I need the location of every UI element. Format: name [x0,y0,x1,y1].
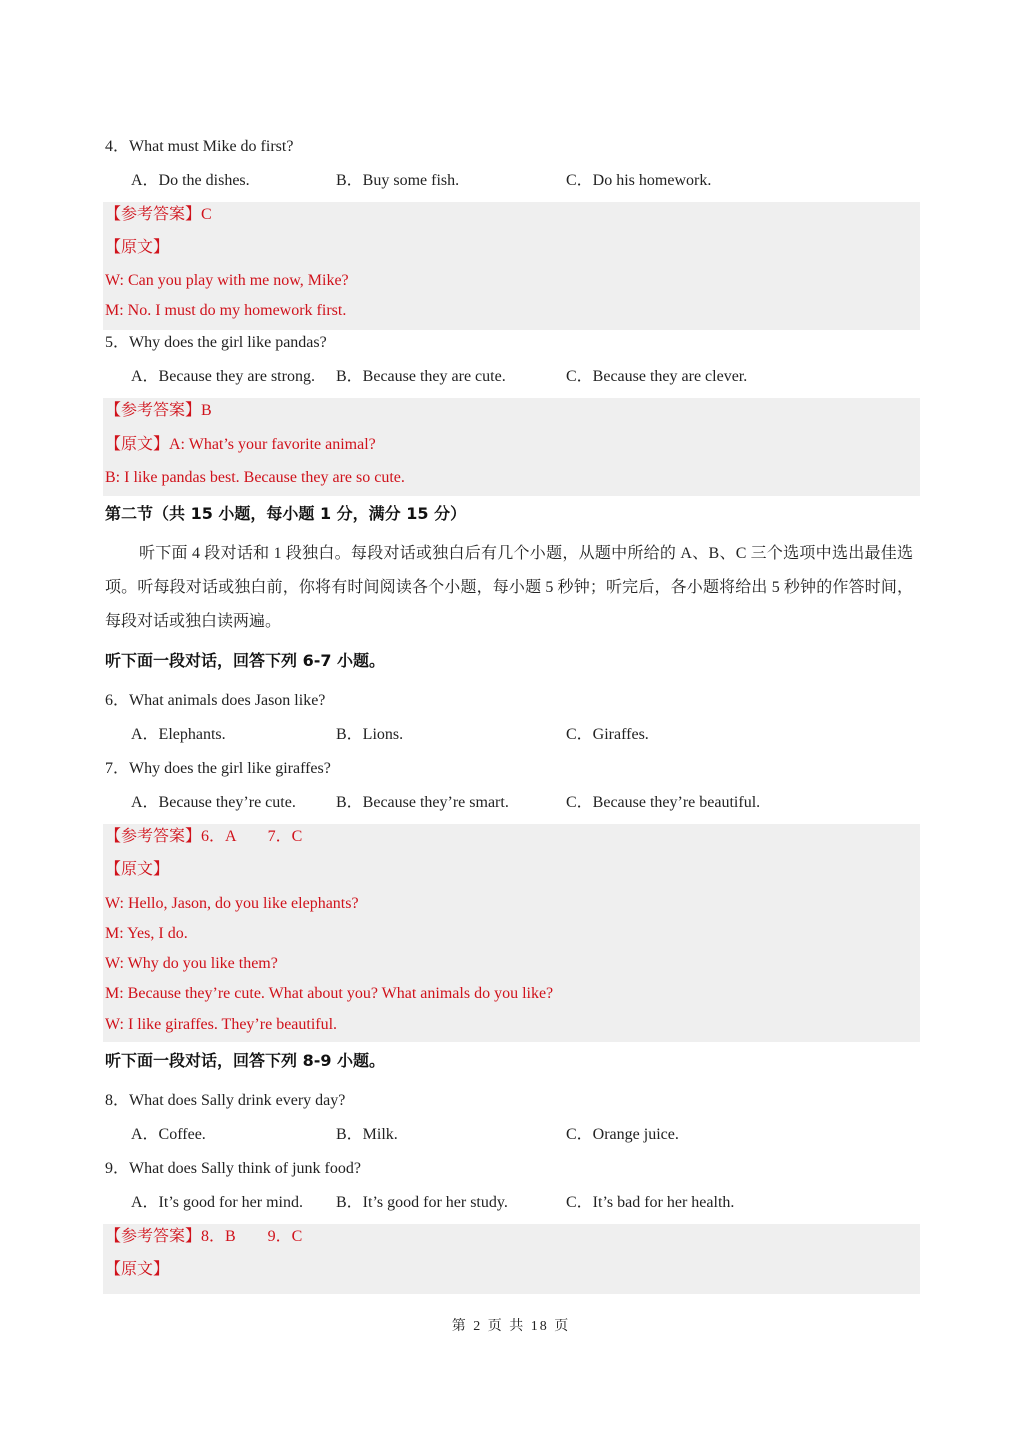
question-5-stem: 5．Why does the girl like pandas? [105,334,327,351]
question-7-stem: 7．Why does the girl like giraffes? [105,760,331,777]
answer-6-7-transcript-line: W: Why do you like them? [105,955,278,972]
dialog-1-heading: 听下面一段对话，回答下列 6-7 小题。 [105,651,386,670]
section-2-instructions: 听下面 4 段对话和 1 段独白。每段对话或独白后有几个小题，从题中所给的 A、B、C 三个选项中选出最佳选项。听每段对话或独白前，你将有时间阅读各个小题，每小题 5 秒钟；听完后，各小题将给出 5 秒钟的作答时间，每段对话或独白读两遍。 [105,545,913,630]
question-9-option-a: A．It’s good for her mind. [131,1194,303,1211]
question-8-option-c: C．Orange juice. [566,1126,679,1143]
answer-6-7-label: 【参考答案】6．A 7．C [105,828,303,845]
answer-8-9-transcript-label: 【原文】 [105,1261,170,1278]
answer-8-9-label: 【参考答案】8．B 9．C [105,1228,303,1245]
answer-6-7-transcript-line: M: Because they’re cute. What about you? What animals do you like? [105,985,554,1002]
answer-5-transcript-line: B: I like pandas best. Because they are so cute. [105,469,405,486]
answer-4-transcript-line: W: Can you play with me now, Mike? [105,272,349,289]
answer-4-transcript-label: 【原文】 [105,239,170,256]
answer-6-7-transcript-line: W: I like giraffes. They’re beautiful. [105,1016,338,1033]
dialog-2-heading: 听下面一段对话，回答下列 8-9 小题。 [105,1051,386,1070]
answer-4-label: 【参考答案】C [105,206,212,223]
answer-6-7-transcript-label: 【原文】 [105,861,170,878]
question-9-option-b: B．It’s good for her study. [336,1194,508,1211]
question-9-stem: 9．What does Sally think of junk food? [105,1160,361,1177]
section-2-heading: 第二节（共 15 小题，每小题 1 分，满分 15 分） [105,504,467,523]
question-4-option-b: B．Buy some fish. [336,172,460,189]
question-7-option-b: B．Because they’re smart. [336,794,509,811]
question-9-option-c: C．It’s bad for her health. [566,1194,735,1211]
question-8-option-a: A．Coffee. [131,1126,206,1143]
question-6-option-b: B．Lions. [336,726,404,743]
question-7-option-c: C．Because they’re beautiful. [566,794,761,811]
answer-5-transcript-label: 【原文】A: What’s your favorite animal? [105,436,376,453]
question-4-option-a: A．Do the dishes. [131,172,250,189]
question-5-option-c: C．Because they are clever. [566,368,748,385]
question-4-stem: 4．What must Mike do first? [105,138,294,155]
page-number: 第 2 页 共 18 页 [451,1319,571,1334]
question-8-option-b: B．Milk. [336,1126,398,1143]
question-5-option-b: B．Because they are cute. [336,368,506,385]
answer-4-transcript-line: M: No. I must do my homework first. [105,302,347,319]
answer-5-label: 【参考答案】B [105,402,212,419]
question-6-stem: 6．What animals does Jason like? [105,692,326,709]
question-5-option-a: A．Because they are strong. [131,368,315,385]
question-6-option-c: C．Giraffes. [566,726,649,743]
question-8-stem: 8．What does Sally drink every day? [105,1092,346,1109]
question-6-option-a: A．Elephants. [131,726,226,743]
answer-6-7-transcript-line: M: Yes, I do. [105,925,188,942]
question-4-option-c: C．Do his homework. [566,172,712,189]
answer-6-7-transcript-line: W: Hello, Jason, do you like elephants? [105,895,359,912]
question-7-option-a: A．Because they’re cute. [131,794,296,811]
